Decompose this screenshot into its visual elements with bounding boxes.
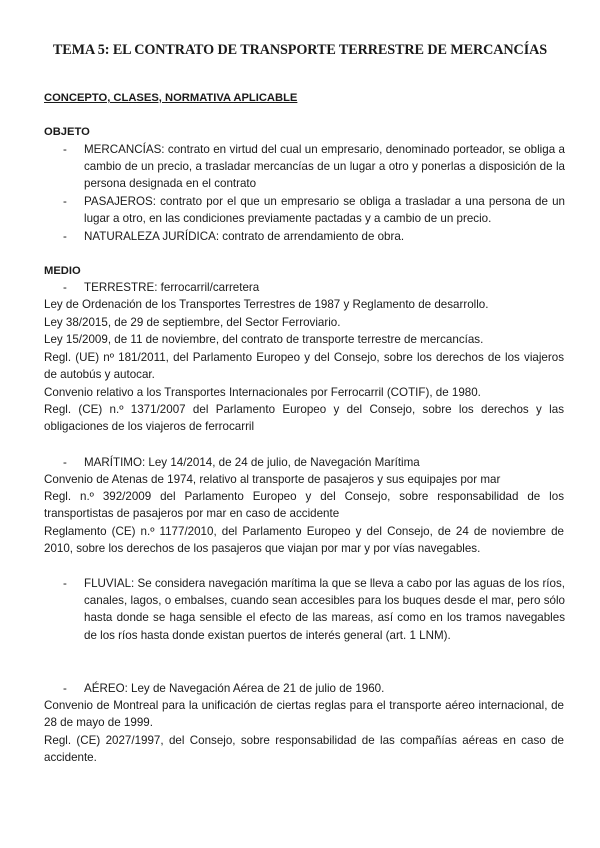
- maritimo-para: Regl. n.º 392/2009 del Parlamento Europeo y del Consejo, sobre responsabilidad de los transportistas de pasajeros por mar en caso de accidente: [44, 490, 564, 521]
- terrestre-line: Ley 38/2015, de 29 de septiembre, del Sector Ferroviario.: [44, 316, 341, 329]
- maritimo-line: Convenio de Atenas de 1974, relativo al transporte de pasajeros y sus equipajes por mar: [44, 473, 501, 486]
- bullet-dash: -: [63, 195, 67, 208]
- objeto-pasajeros: PASAJEROS: contrato por el que un empresario se obliga a trasladar a una persona de un lugar a otro, en las condiciones previamente pactadas y a cambio de un precio.: [84, 195, 565, 226]
- medio-fluvial: FLUVIAL: Se considera navegación marítima la que se lleva a cabo por las aguas de los ríos, canales, lagos, o embalses, cuando sean accesibles para los buques desde el mar, pero sólo hasta donde se haga sensible el efecto de las mareas, así como en los tramos navegables de los ríos hasta donde existan puertos de interés general (art. 1 LNM).: [84, 577, 565, 642]
- terrestre-line: Ley 15/2009, de 11 de noviembre, del contrato de transporte terrestre de mercancías.: [44, 333, 484, 346]
- terrestre-line: Convenio relativo a los Transportes Internacionales por Ferrocarril (COTIF), de 1980.: [44, 386, 481, 399]
- page-title: TEMA 5: EL CONTRATO DE TRANSPORTE TERRESTRE DE MERCANCÍAS: [52, 42, 548, 58]
- terrestre-para: Regl. (UE) nº 181/2011, del Parlamento Europeo y del Consejo, sobre los derechos de los viajeros de autobús y autocar.: [44, 351, 564, 382]
- bullet-dash: -: [63, 143, 67, 156]
- objeto-heading: OBJETO: [44, 126, 90, 138]
- aereo-para: Regl. (CE) 2027/1997, del Consejo, sobre responsabilidad de las compañías aéreas en caso de accidente.: [44, 734, 564, 765]
- objeto-naturaleza: NATURALEZA JURÍDICA: contrato de arrendamiento de obra.: [84, 230, 405, 243]
- aereo-para: Convenio de Montreal para la unificación de ciertas reglas para el transporte aéreo internacional, de 28 de mayo de 1999.: [44, 699, 564, 730]
- bullet-dash: -: [63, 682, 67, 695]
- list-item: [63, 454, 565, 471]
- list-item: [63, 575, 565, 644]
- maritimo-para: Reglamento (CE) n.º 1177/2010, del Parlamento Europeo y del Consejo, de 24 de noviembre de 2010, sobre los derechos de los pasajeros que viajan por mar y por vías navegables.: [44, 525, 564, 556]
- bullet-dash: -: [63, 281, 67, 294]
- objeto-mercancias: MERCANCÍAS: contrato en virtud del cual un empresario, denominado porteador, se obliga a cambio de un precio, a trasladar mercancías de un lugar a otro y ponerlas a disposición de la persona designada en el contrato: [84, 143, 565, 191]
- terrestre-line: Ley de Ordenación de los Transportes Terrestres de 1987 y Reglamento de desarrollo.: [44, 298, 489, 311]
- bullet-dash: -: [63, 577, 67, 590]
- terrestre-para: Regl. (CE) n.º 1371/2007 del Parlamento Europeo y del Consejo, sobre los derechos y las obligaciones de los viajeros de ferrocarril: [44, 403, 564, 434]
- medio-aereo: AÉREO: Ley de Navegación Aérea de 21 de julio de 1960.: [84, 682, 385, 695]
- list-item: [63, 141, 565, 193]
- bullet-dash: -: [63, 230, 67, 243]
- section-heading: CONCEPTO, CLASES, NORMATIVA APLICABLE: [44, 92, 298, 104]
- medio-maritimo: MARÍTIMO: Ley 14/2014, de 24 de julio, de Navegación Marítima: [84, 456, 420, 469]
- medio-terrestre: TERRESTRE: ferrocarril/carretera: [84, 281, 260, 294]
- list-item: [63, 680, 565, 697]
- list-item: [63, 193, 565, 227]
- bullet-dash: -: [63, 456, 67, 469]
- list-item: [63, 228, 565, 245]
- medio-heading: MEDIO: [44, 265, 81, 277]
- list-item: [63, 279, 565, 296]
